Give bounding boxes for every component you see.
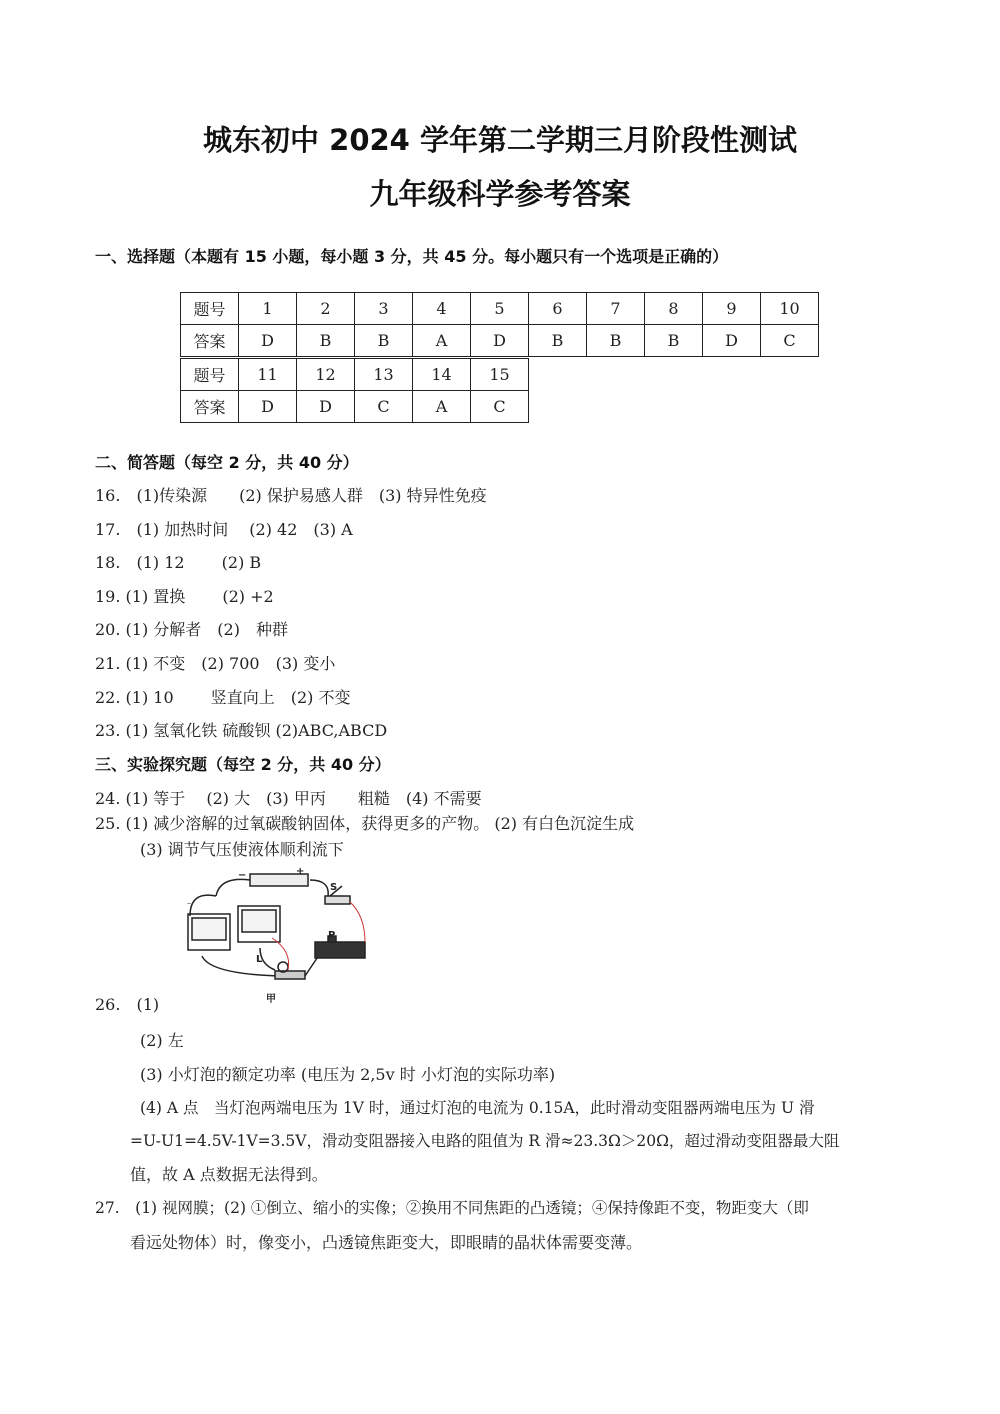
slider-label: P: [328, 930, 336, 941]
question-number-cell: 6: [529, 293, 587, 325]
answer-24: 24. (1) 等于 (2) 大 (3) 甲丙 粗糙 (4) 不需要: [95, 789, 482, 808]
question-number-cell: 5: [471, 293, 529, 325]
answer-cell: D: [703, 325, 761, 357]
answer-27-cont: 看远处物体）时，像变小，凸透镜焦距变大，即眼睛的晶状体需要变薄。: [130, 1233, 643, 1252]
question-number-cell: 14: [413, 359, 471, 391]
section3-heading: 三、实验探究题（每空 2 分，共 40 分）: [95, 755, 391, 774]
minus-label: −: [238, 870, 247, 881]
figure-label: 甲: [266, 994, 276, 1005]
answers-table-2: [180, 358, 529, 423]
answer-cell: D: [297, 391, 355, 423]
switch-label: S: [330, 882, 338, 893]
answer-26-3: (3) 小灯泡的额定功率 (电压为 2,5v 时 小灯泡的实际功率): [140, 1065, 556, 1084]
answer-26-4-end: 值，故 A 点数据无法得到。: [130, 1165, 328, 1184]
answer-cell: B: [529, 325, 587, 357]
section1-heading: 一、选择题（本题有 15 小题，每小题 3 分，共 45 分。每小题只有一个选项是正确的）: [95, 247, 729, 266]
answer-line: 16. (1)传染源 (2) 保护易感人群 (3) 特异性免疫: [95, 486, 487, 505]
answer-line: 17. (1) 加热时间 (2) 42 (3) A: [95, 519, 353, 539]
answer-25: 25. (1) 减少溶解的过氧碳酸钠固体，获得更多的产物。 (2) 有白色沉淀生成: [95, 814, 635, 833]
row-label: 题号: [181, 293, 239, 325]
answer-cell: D: [239, 325, 297, 357]
answer-26-4: (4) A 点 当灯泡两端电压为 1V 时，通过灯泡的电流为 0.15A，此时滑动变阻器两端电压为 U 滑: [140, 1099, 815, 1117]
answer-cell: C: [471, 391, 529, 423]
question-number-cell: 8: [645, 293, 703, 325]
row-label: 题号: [181, 359, 239, 391]
question-number-cell: 15: [471, 359, 529, 391]
answers-table-1: [180, 292, 819, 357]
question-number-cell: 13: [355, 359, 413, 391]
answer-26-4-cont: =U-U1=4.5V-1V=3.5V，滑动变阻器接入电路的阻值为 R 滑≈23.3Ω＞20Ω，超过滑动变阻器最大阻: [130, 1132, 840, 1150]
section2-heading: 二、简答题（每空 2 分，共 40 分）: [95, 453, 359, 472]
page-title: 城东初中 2024 学年第二学期三月阶段性测试: [203, 123, 797, 157]
row-label: 答案: [181, 391, 239, 423]
answer-line: 22. (1) 10 竖直向上 (2) 不变: [95, 687, 351, 707]
answer-line: 20. (1) 分解者 (2) 种群: [95, 620, 288, 640]
answer-line: 18. (1) 12 (2) B: [95, 553, 262, 573]
circuit-diagram: [180, 866, 380, 1011]
question-number-cell: 9: [703, 293, 761, 325]
answer-line: 23. (1) 氢氧化铁 硫酸钡 (2)ABC,ABCD: [95, 721, 388, 741]
question-number-cell: 4: [413, 293, 471, 325]
answer-25-3: (3) 调节气压使液体顺利流下: [140, 840, 344, 859]
answer-27: 27. (1) 视网膜；(2) ①倒立、缩小的实像；②换用不同焦距的凸透镜；④保持像距不变，物距变大（即: [95, 1199, 809, 1217]
plus-label: +: [296, 866, 305, 877]
question-number-cell: 3: [355, 293, 413, 325]
question-number-cell: 2: [297, 293, 355, 325]
question-number-cell: 11: [239, 359, 297, 391]
question-number-cell: 10: [761, 293, 819, 325]
answer-cell: D: [471, 325, 529, 357]
answer-cell: A: [413, 391, 471, 423]
answer-cell: D: [239, 391, 297, 423]
answer-line: 21. (1) 不变 (2) 700 (3) 变小: [95, 654, 336, 673]
answer-cell: B: [355, 325, 413, 357]
lamp-label: L: [256, 954, 263, 965]
question-number-cell: 12: [297, 359, 355, 391]
page-subtitle: 九年级科学参考答案: [369, 177, 631, 211]
answer-cell: B: [297, 325, 355, 357]
answer-cell: A: [413, 325, 471, 357]
question-number-cell: 1: [239, 293, 297, 325]
answer-26-1: 26. (1): [95, 995, 160, 1014]
answer-cell: C: [761, 325, 819, 357]
answer-line: 19. (1) 置换 (2) +2: [95, 586, 274, 606]
question-number-cell: 7: [587, 293, 645, 325]
answer-cell: B: [645, 325, 703, 357]
answer-cell: B: [587, 325, 645, 357]
row-label: 答案: [181, 325, 239, 357]
answer-cell: C: [355, 391, 413, 423]
answer-26-2: (2) 左: [140, 1031, 184, 1050]
